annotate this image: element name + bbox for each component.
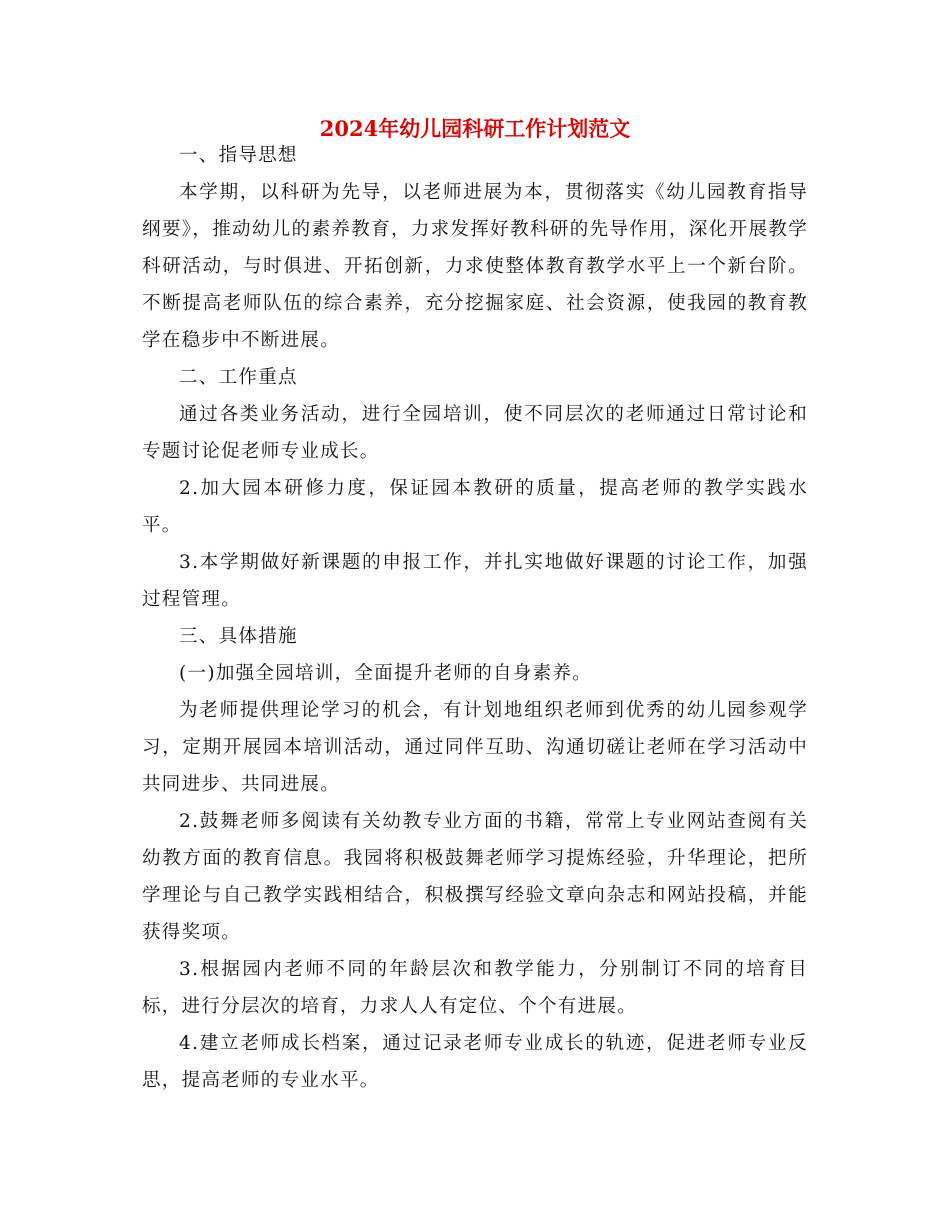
section-heading-measures: 三、具体措施	[179, 626, 298, 647]
paragraph-work-focus-1: 通过各类业务活动，进行全园培训，使不同层次的老师通过日常讨论和专题讨论促老师专业成长。	[142, 404, 808, 462]
section-heading-guiding-ideology: 一、指导思想	[179, 145, 298, 166]
paragraph-guiding-ideology: 本学期，以科研为先导，以老师进展为本，贯彻落实《幼儿园教育指导纲要》，推动幼儿的素养教育，力求发挥好教科研的先导作用，深化开展教学科研活动，与时俱进、开拓创新，力求使整体教育教学水平上一个新台阶。不断提高老师队伍的综合素养，充分挖掘家庭、社会资源，使我园的教育教学在稳步中不断进展。	[142, 182, 808, 351]
document-title: 2024年幼儿园科研工作计划范文	[319, 116, 631, 141]
paragraph-measures-4: 4.建立老师成长档案，通过记录老师专业成长的轨迹，促进老师专业反思，提高老师的专业水平。	[142, 1033, 808, 1091]
paragraph-measures-1: 为老师提供理论学习的机会，有计划地组织老师到优秀的幼儿园参观学习，定期开展园本培训活动，通过同伴互助、沟通切磋让老师在学习活动中共同进步、共同进展。	[142, 700, 808, 795]
paragraph-work-focus-2: 2.加大园本研修力度，保证园本教研的质量，提高老师的教学实践水平。	[142, 478, 808, 536]
section-heading-work-focus: 二、工作重点	[179, 367, 298, 388]
paragraph-work-focus-3: 3.本学期做好新课题的申报工作，并扎实地做好课题的讨论工作，加强过程管理。	[142, 552, 808, 610]
document-body	[142, 137, 808, 1099]
subsection-heading-training: (一)加强全园培训，全面提升老师的自身素养。	[179, 663, 593, 684]
paragraph-measures-2: 2.鼓舞老师多阅读有关幼教专业方面的书籍，常常上专业网站查阅有关幼教方面的教育信息。我园将积极鼓舞老师学习提炼经验，升华理论，把所学理论与自己教学实践相结合，积极撰写经验文章向杂志和网站投稿，并能获得奖项。	[142, 811, 808, 943]
paragraph-measures-3: 3.根据园内老师不同的年龄层次和教学能力，分别制订不同的培育目标，进行分层次的培育，力求人人有定位、个个有进展。	[142, 959, 808, 1017]
